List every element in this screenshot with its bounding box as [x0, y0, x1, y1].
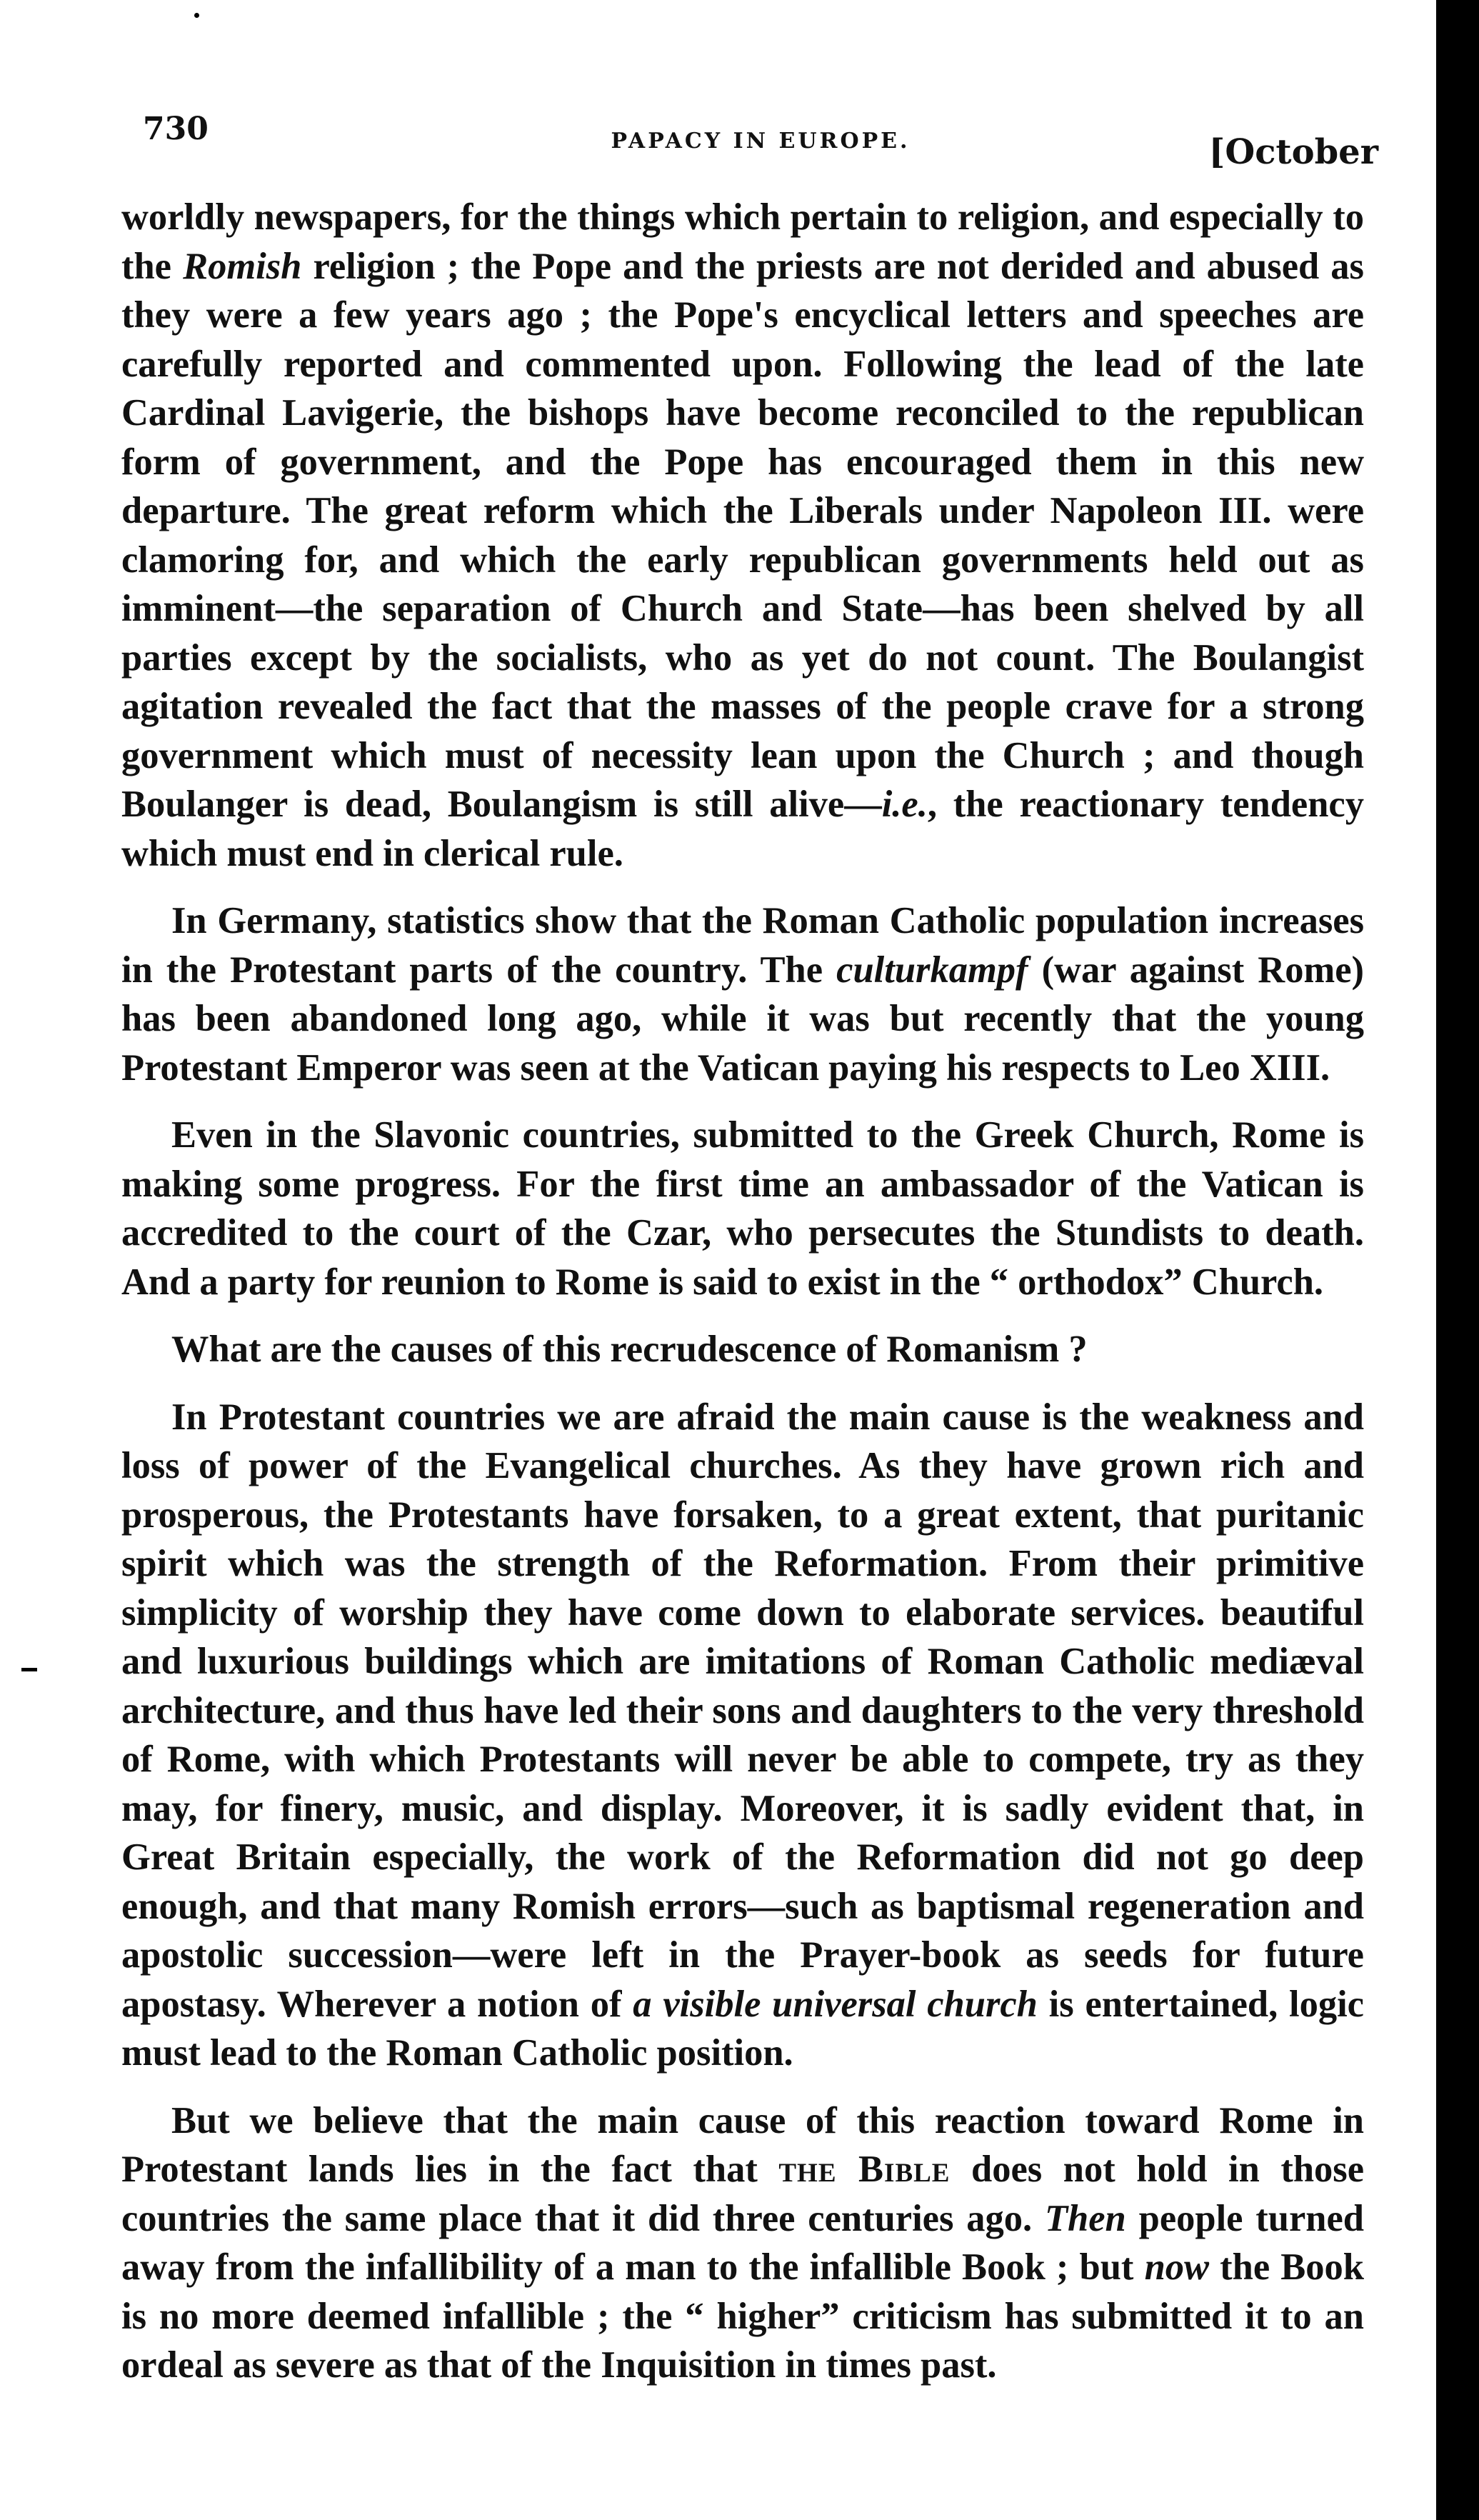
- italic-text: Then: [1044, 2197, 1126, 2239]
- issue-month: [October: [1208, 132, 1378, 172]
- italic-text: i.e.: [881, 784, 928, 825]
- paragraph-text: people turned away from the infallibility of a man to the infallible Book ; but: [121, 2197, 1364, 2288]
- paragraph: [121, 193, 1364, 878]
- paragraph-text: worldly newspapers, for the things which pertain to religion, and especially to the: [121, 196, 1364, 287]
- paragraph-text: does not hold in those countries the same place that it did three centuries ago.: [121, 2149, 1364, 2239]
- scan-speck: [194, 13, 199, 18]
- italic-text: a visible universal church: [633, 1983, 1038, 2025]
- page-spine-shadow: [1436, 0, 1479, 2520]
- small-caps-text: the Bible: [778, 2149, 951, 2190]
- paragraph-text: Even in the Slavonic countries, submitted to the Greek Church, Rome is making some progress. For the first time an ambassador of the Vatican is accredited to the court of the Czar, who persecutes the Stundists to death. And a party for reunion to Rome is said to exist in the “ orthodox” Church.: [121, 1114, 1364, 1303]
- paragraph-text: (war against Rome) has been abandoned long ago, while it was but recently that the young Protestant Emperor was seen at the Vatican paying his respects to Leo XIII.: [121, 949, 1364, 1089]
- margin-mark: [21, 1668, 37, 1671]
- paragraph: [121, 1393, 1364, 2078]
- article-body: [121, 193, 1364, 2390]
- running-title: PAPACY IN EUROPE.: [611, 129, 911, 154]
- paragraph-text: But we believe that the main cause of this reaction toward Rome in Protestant lands lies in the fact that: [121, 2099, 1364, 2190]
- paragraph-text: the Book is no more deemed infallible ; the “ higher” criticism has submitted it to an ordeal as severe as that of the Inquisition in times past.: [121, 2246, 1365, 2386]
- paragraph: [121, 896, 1364, 1092]
- paragraph-text: , the reactionary tendency which must end in clerical rule.: [121, 784, 1364, 874]
- paragraph: [121, 1111, 1364, 1306]
- paragraph-text: In Protestant countries we are afraid the main cause is the weakness and loss of power of the Evangelical churches. As they have grown rich and prosperous, the Protestants have forsaken, to a great extent, that puritanic spirit which was the strength of the Reformation. From their primitive simplicity of worship they have come down to elaborate services. beautiful and luxurious buildings which are imitations of Roman Catholic mediæval architecture, and thus have led their sons and daughters to the very threshold of Rome, with which Protestants will never be able to compete, try as they may, for finery, music, and display. Moreover, it is sadly evident that, in Great Britain especially, the work of the Reformation did not go deep enough, and that many Romish errors—such as baptismal regeneration and apostolic succession—were left in the Prayer-book as seeds for future apostasy. Wherever a notion of: [121, 1396, 1364, 2025]
- paragraph-text: religion ; the Pope and the priests are not derided and abused as they were a few years ago ; the Pope's encyclical letters and speeches are carefully reported and commented upon. Following the lead of the late Cardinal Lavigerie, the bishops have become reconciled to the republican form of government, and the Pope has encouraged them in this new departure. The great reform which the Liberals under Napoleon III. were clamoring for, and which the early republican governments held out as imminent—the separation of Church and State—has been shelved by all parties except by the socialists, who as yet do not count. The Boulangist agitation revealed the fact that the masses of the people crave for a strong government which must of necessity lean upon the Church ; and though Boulanger is dead, Boulangism is still alive—: [121, 245, 1364, 825]
- paragraph-text: is entertained, logic must lead to the Roman Catholic position.: [121, 1983, 1364, 2074]
- paragraph: [121, 2096, 1364, 2390]
- italic-text: culturkampf: [836, 949, 1028, 991]
- paragraph-text: What are the causes of this recrudescence of Romanism ?: [171, 1329, 1088, 1370]
- paragraph-text: In Germany, statistics show that the Roman Catholic population increases in the Protestant parts of the country. The: [121, 900, 1364, 991]
- page-number: 730: [143, 111, 209, 147]
- page-header: [143, 96, 1378, 175]
- paragraph: [121, 1325, 1364, 1374]
- italic-text: now: [1144, 2246, 1210, 2288]
- italic-text: Romish: [183, 245, 302, 287]
